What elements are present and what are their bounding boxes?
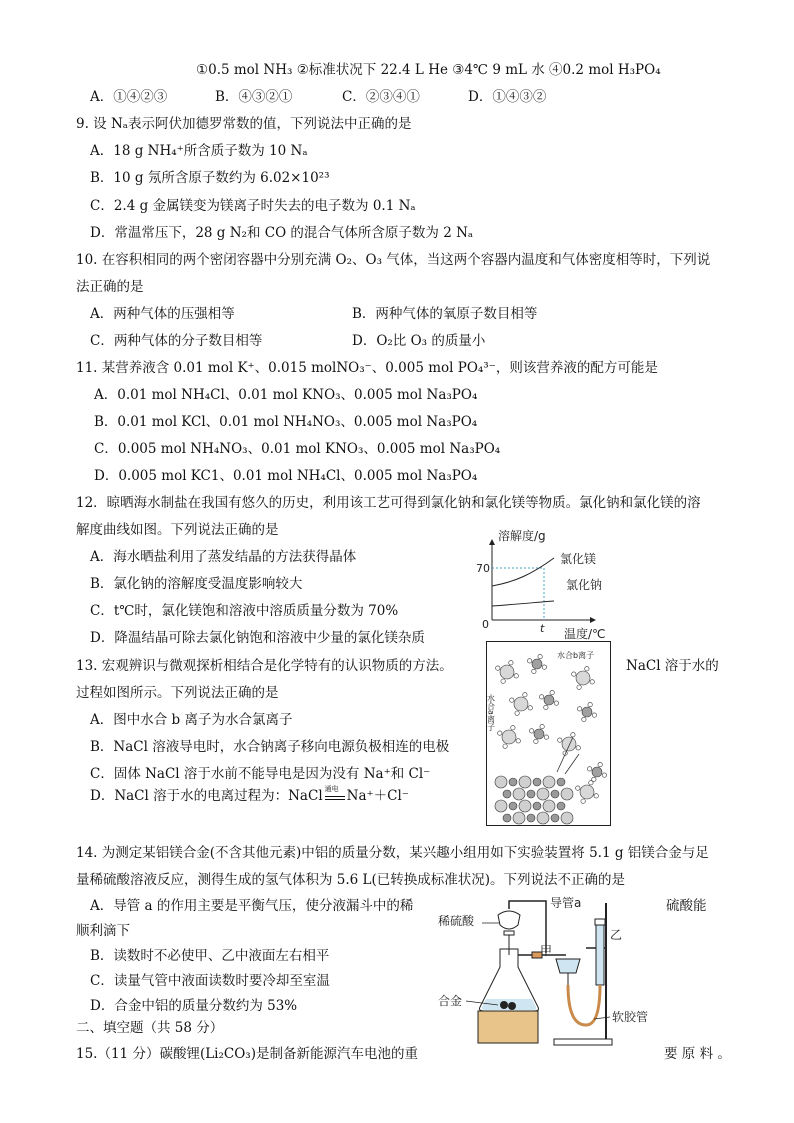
q8-option-a: A．①④②③ — [90, 89, 168, 105]
q9-option-d: D．常温常压下，28 g N₂和 CO 的混合气体所含原子数为 2 Nₐ — [90, 225, 474, 241]
hydrated-ion — [514, 697, 528, 711]
q13-stem-line2: 过程如图所示。下列说法正确的是 — [76, 685, 279, 701]
separatory-funnel — [498, 911, 520, 929]
q9-option-b: B．10 g 氖所含原子数约为 6.02×10²³ — [90, 170, 330, 186]
section-2-heading: 二、填空题（共 58 分） — [76, 1020, 224, 1036]
water-molecule — [581, 799, 585, 803]
q14-option-a-part2: 硫酸能 — [666, 898, 707, 914]
water-molecule — [510, 698, 514, 702]
q13-option-d-text: D．NaCl 溶于水的电离过程为：NaCl — [90, 788, 323, 804]
q15-stem-right: 要 原 料 。 — [664, 1046, 731, 1062]
lattice-ion — [513, 788, 525, 800]
q13-option-a: A．图中水合 b 离子为水合氯离子 — [90, 712, 293, 728]
q10-option-c: C．两种气体的分子数目相等 — [90, 333, 263, 349]
water-molecule — [572, 672, 576, 676]
fig-label-hydrated-a: 水合a离子 — [487, 694, 496, 731]
hydrated-ion — [532, 659, 542, 669]
label-tube-a: 导管a — [550, 896, 582, 910]
q14-stem-line2: 量稀硫酸溶液反应，测得生成的氢气体积为 5.6 L(已转换成标准状况)。下列说法不正确的是 — [76, 872, 626, 888]
water-molecule — [540, 724, 544, 728]
dissolution-arrow — [565, 754, 579, 774]
water-molecule — [515, 711, 519, 715]
water-molecule — [529, 729, 533, 733]
water-molecule — [571, 733, 575, 737]
lattice-ion — [561, 788, 573, 800]
q14-stem-line1: 14. 为测定某铝镁合金(不含其他元素)中铝的质量分数，某兴趣小组用如下实验装置将 5.1 g 铝镁合金与足 — [76, 845, 709, 861]
water-molecule — [534, 739, 538, 743]
lattice-ion — [509, 802, 517, 810]
q13-stem-line1b: NaCl 溶于水的 — [626, 658, 719, 674]
label-jia: 甲 — [540, 944, 553, 958]
water-molecule — [514, 674, 518, 678]
q12-stem-line2: 解度曲线如图。下列说法正确的是 — [76, 522, 279, 538]
label-acid: 稀硫酸 — [438, 914, 475, 928]
water-molecule — [523, 693, 527, 697]
curve-label-mgcl2: 氯化镁 — [560, 552, 597, 566]
water-molecule — [589, 781, 593, 785]
water-molecule — [602, 773, 606, 777]
water-molecule — [509, 661, 513, 665]
water-molecule — [587, 767, 591, 771]
stand-base — [554, 1039, 612, 1045]
lattice-ion — [533, 778, 541, 786]
hydrated-ion — [500, 665, 514, 679]
lattice-ion — [537, 788, 549, 800]
lattice-ion — [561, 812, 573, 824]
lattice-ion — [543, 776, 555, 788]
q8-option-d: D．①④③② — [468, 89, 547, 105]
lattice-ion — [509, 778, 517, 786]
q11-option-d: D．0.005 mol KC1、0.01 mol NH₄Cl、0.005 mol Na₃PO₄ — [94, 468, 478, 484]
solubility-curve-figure — [470, 528, 640, 640]
hydrated-ion — [534, 729, 544, 739]
water-molecule — [544, 705, 548, 709]
q9-stem: 9. 设 Nₐ表示阿伏加德罗常数的值，下列说法中正确的是 — [76, 116, 412, 132]
water-molecule — [498, 731, 502, 735]
hydrated-ion — [582, 707, 592, 717]
magnesium-chloride-curve — [492, 558, 554, 586]
hydrated-ion — [580, 785, 594, 799]
lattice-ion — [513, 812, 525, 824]
lattice-ion — [519, 800, 531, 812]
lattice-ion — [519, 776, 531, 788]
water-molecule — [588, 702, 592, 706]
q8-option-c: C．②③④① — [342, 89, 420, 105]
alloy-piece — [500, 1001, 508, 1009]
q11-option-b: B．0.01 mol KCl、0.01 mol NH₄NO₃、0.005 mol Na₃PO₄ — [94, 414, 478, 430]
water-molecule — [582, 717, 586, 721]
hydrated-ion — [544, 695, 554, 705]
ionization-arrow — [324, 784, 346, 803]
q13-option-d — [90, 786, 409, 806]
water-molecule — [544, 735, 548, 739]
water-molecule — [577, 685, 581, 689]
wooden-block — [478, 1011, 538, 1043]
q13-option-c: C．固体 NaCl 溶于水前不能导电是因为没有 Na⁺和 Cl⁻ — [90, 766, 431, 782]
hydrated-ion — [502, 730, 516, 744]
lattice-ion — [503, 790, 511, 798]
q11-option-c: C．0.005 mol NH₄NO₃、0.01 mol KNO₃、0.005 mol Na₃PO₄ — [94, 441, 501, 457]
water-molecule — [585, 667, 589, 671]
lattice-ion — [543, 800, 555, 812]
gas-tube-yi — [596, 923, 604, 985]
q13-option-d-ions: Na⁺＋Cl⁻ — [346, 788, 409, 804]
q12-stem-line1: 12．晾晒海水制盐在我国有悠久的历史，利用该工艺可得到氯化钠和氯化镁等物质。氯化钠和氯化镁的溶 — [76, 495, 701, 511]
q10-option-d: D．O₂比 O₃ 的质量小 — [352, 333, 486, 349]
q12-option-c: C．t℃时，氯化镁饱和溶液中溶质质量分数为 70% — [90, 603, 399, 619]
q14-option-a-part3: 顺利滴下 — [76, 923, 130, 939]
xlabel: 温度/℃ — [564, 627, 606, 640]
water-molecule — [503, 744, 507, 748]
lattice-ion — [557, 778, 565, 786]
q10-stem-line1: 10. 在容积相同的两个密闭容器中分别充满 O₂、O₃ 气体，当这两个容器内温度和气体密度相等时，下列说 — [76, 252, 711, 268]
q9-option-a: A．18 g NH₄⁺所含质子数为 10 Nₐ — [90, 143, 308, 159]
sodium-chloride-curve — [492, 601, 554, 606]
lattice-ion — [495, 776, 507, 788]
label-yi: 乙 — [610, 928, 623, 942]
lattice-ion — [533, 802, 541, 810]
origin-label: 0 — [482, 618, 489, 631]
q9-option-c: C．2.4 g 金属镁变为镁离子时失去的电子数为 0.1 Nₐ — [90, 198, 416, 214]
q14-option-a-part1: A．导管 a 的作用主要是平衡气压，使分液漏斗中的稀 — [90, 898, 414, 914]
water-molecule — [532, 669, 536, 673]
q10-option-a: A．两种气体的压强相等 — [90, 306, 235, 322]
container-jia — [556, 959, 580, 973]
water-molecule — [558, 738, 562, 742]
label-hose: 软胶管 — [612, 1010, 649, 1024]
water-molecule — [539, 695, 543, 699]
lattice-ion — [551, 814, 559, 822]
water-molecule — [554, 701, 558, 705]
x-tick-t: t — [540, 622, 545, 635]
q13-option-b: B．NaCl 溶液导电时，水合钠离子移向电源负极相连的电极 — [90, 739, 450, 755]
ionization-arrow-label: 通电 — [324, 784, 339, 793]
apparatus-figure — [436, 893, 656, 1053]
q11-option-a: A．0.01 mol NH₄Cl、0.01 mol KNO₃、0.005 mol Na₃PO₄ — [94, 387, 478, 403]
q12-option-d: D．降温结晶可除去氯化钠饱和溶液中少量的氯化镁杂质 — [90, 630, 425, 646]
lattice-ion — [495, 800, 507, 812]
q12-option-b: B．氯化钠的溶解度受温度影响较大 — [90, 576, 303, 592]
fig-label-hydrated-b: 水合b离子 — [557, 651, 595, 660]
lattice-ion — [551, 790, 559, 798]
q14-option-d: D．合金中铝的质量分数约为 53% — [90, 998, 298, 1014]
y-tick-70: 70 — [476, 562, 490, 575]
q14-option-c: C．读量气管中液面读数时要冷却至室温 — [90, 973, 330, 989]
water-molecule — [538, 654, 542, 658]
lattice-ion — [537, 812, 549, 824]
water-molecule — [542, 665, 546, 669]
q10-stem-line2: 法正确的是 — [76, 279, 144, 295]
hydrated-ion — [576, 671, 590, 685]
q12-option-a: A．海水晒盐利用了蒸发结晶的方法获得晶体 — [90, 549, 357, 565]
water-molecule — [576, 786, 580, 790]
water-molecule — [577, 707, 581, 711]
water-molecule — [516, 739, 520, 743]
label-alloy: 合金 — [438, 994, 463, 1008]
lattice-ion — [527, 814, 535, 822]
water-molecule — [527, 659, 531, 663]
q10-option-b: B．两种气体的氧原子数目相等 — [352, 306, 538, 322]
q8-items-line: ①0.5 mol NH₃ ②标准状况下 22.4 L He ③4℃ 9 mL 水 ④0.2 mol H₃PO₄ — [196, 62, 661, 78]
ylabel: 溶解度/g — [498, 529, 546, 543]
q11-stem: 11. 某营养液含 0.01 mol K⁺、0.015 molNO₃⁻、0.005 mol PO₄³⁻，则该营养液的配方可能是 — [76, 360, 658, 376]
lattice-ion — [503, 814, 511, 822]
water-molecule — [590, 680, 594, 684]
curve-label-nacl: 氯化钠 — [566, 578, 603, 592]
water-molecule — [592, 713, 596, 717]
q13-stem-line1a: 13. 宏观辨识与微观探析相结合是化学特有的认识物质的方法。 — [76, 658, 453, 674]
water-molecule — [598, 762, 602, 766]
water-molecule — [528, 706, 532, 710]
alloy-piece — [508, 1002, 516, 1010]
q8-option-b: B．④③②① — [215, 89, 293, 105]
q15-stem-left: 15.（11 分）碳酸锂(Li₂CO₃)是制备新能源汽车电池的重 — [76, 1046, 418, 1062]
water-molecule — [550, 690, 554, 694]
hydrated-ion — [592, 767, 602, 777]
q14-option-b: B．读数时不必使甲、乙中液面左右相平 — [90, 948, 330, 964]
water-molecule — [576, 746, 580, 750]
lattice-ion — [557, 802, 565, 810]
lattice-ion — [527, 790, 535, 798]
nacl-dissolution-figure — [486, 641, 611, 826]
water-molecule — [496, 666, 500, 670]
water-molecule — [594, 794, 598, 798]
water-molecule — [511, 726, 515, 730]
hydrated-ion — [562, 737, 576, 751]
water-molecule — [501, 679, 505, 683]
